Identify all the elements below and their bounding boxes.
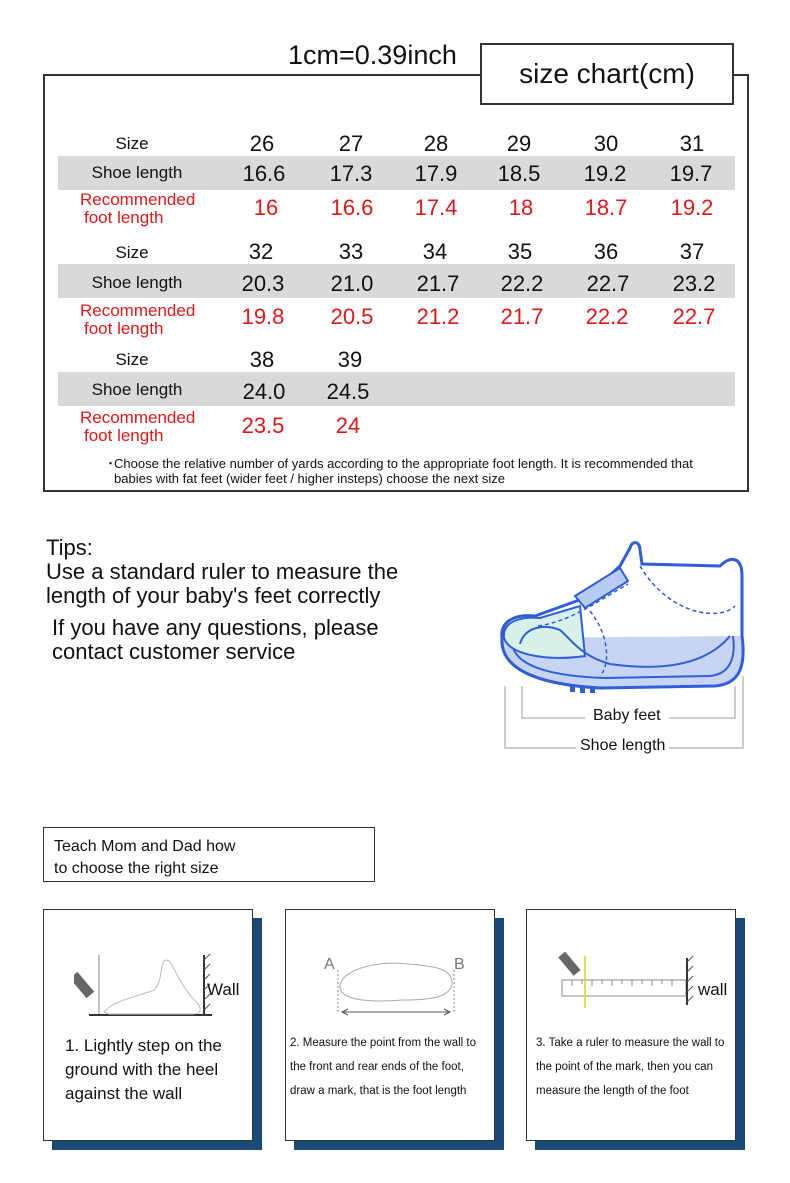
size-row-label: Size [115,134,149,153]
recommended-foot-cell: 22.7 [672,304,716,329]
bullet-mark: ・ [104,456,118,471]
foot-against-wall-icon [74,950,224,1020]
recommended-foot-cell: 17.4 [414,195,458,220]
footprint-measure-icon [328,950,458,1020]
size-cell: 31 [679,131,705,156]
recommended-foot-cell: 23.5 [241,413,285,438]
size-cell: 28 [423,131,449,156]
shoe-length-row-label: Shoe length [91,163,183,182]
shoe-length-cell: 24.5 [326,379,370,404]
size-chart-title: size chart(cm) [480,43,734,105]
recommended-row-label: Recommended foot length [80,301,196,338]
wall-label: Wall [207,980,240,999]
step-2-line-2: the front and rear ends of the foot, [290,1061,464,1073]
recommended-foot-cell: 16.6 [330,195,374,220]
shoe-length-cell: 23.2 [672,271,716,296]
tips-line-4: contact customer service [52,639,296,664]
size-cell: 29 [506,131,532,156]
teach-line-1: Teach Mom and Dad how [54,838,236,855]
step-1-line-3: against the wall [65,1084,183,1103]
recommended-foot-cell: 21.2 [416,304,460,329]
point-b-label: B [454,956,465,973]
baby-feet-label: Baby feet [585,707,669,725]
recommended-foot-cell: 22.2 [585,304,629,329]
size-cell: 26 [249,131,275,156]
size-cell: 36 [593,239,619,264]
unit-conversion-note: 1cm=0.39inch [288,40,457,70]
shoe-length-cell: 24.0 [242,379,286,404]
size-row-label: Size [115,243,149,262]
recommended-foot-cell: 18.7 [584,195,628,220]
recommended-foot-cell: 24 [335,413,361,438]
recommended-foot-cell: 18 [508,195,534,220]
shoe-length-cell: 22.2 [500,271,544,296]
wall-label: wall [698,980,728,999]
recommended-foot-cell: 16 [253,195,279,220]
shoe-length-cell: 18.5 [497,161,541,186]
shoe-length-cell: 21.0 [330,271,374,296]
tips-heading: Tips: [46,535,93,560]
recommended-foot-cell: 19.8 [241,304,285,329]
step-1-line-1: 1. Lightly step on the [65,1036,222,1055]
shoe-length-cell: 17.3 [329,161,373,186]
size-cell: 39 [337,347,363,372]
recommended-foot-cell: 20.5 [330,304,374,329]
recommended-foot-cell: 21.7 [500,304,544,329]
shoe-length-cell: 21.7 [416,271,460,296]
recommended-row-label: Recommended foot length [80,190,196,227]
step-3-line-2: the point of the mark, then you can [536,1061,714,1073]
step-2-line-1: 2. Measure the point from the wall to [290,1037,477,1049]
size-cell: 34 [422,239,448,264]
point-a-label: A [324,956,335,973]
size-cell: 27 [338,131,364,156]
shoe-length-label: Shoe length [576,737,669,755]
size-cell: 38 [249,347,275,372]
size-cell: 37 [679,239,705,264]
shoe-length-cell: 22.7 [586,271,630,296]
shoe-length-row-label: Shoe length [91,273,183,292]
shoe-length-cell: 19.2 [583,161,627,186]
step-1-line-2: ground with the heel [65,1060,219,1079]
tips-line-1: Use a standard ruler to measure the [46,559,399,584]
teach-heading-box [43,827,375,882]
size-cell: 32 [248,239,274,264]
size-row-label: Size [115,350,149,369]
size-chart-note [104,456,744,486]
step-2-line-3: draw a mark, that is the foot length [290,1085,467,1097]
size-cell: 33 [338,239,364,264]
tips-line-2: length of your baby's feet correctly [46,583,381,608]
shoe-length-cell: 17.9 [414,161,458,186]
note-line-2: babies with fat feet (wider feet / higher insteps) choose the next size [114,471,505,486]
note-line-1: Choose the relative number of yards according to the appropriate foot length. It is recommended that [114,456,693,471]
tips-line-3: If you have any questions, please [52,615,379,640]
shoe-length-cell: 16.6 [242,161,286,186]
size-cell: 35 [507,239,533,264]
size-cell: 30 [593,131,619,156]
recommended-row-label: Recommended foot length [80,408,196,445]
shoe-length-cell: 19.7 [669,161,713,186]
step-card-3 [526,909,736,1141]
teach-line-2: to choose the right size [54,860,219,877]
step-3-line-1: 3. Take a ruler to measure the wall to [536,1037,725,1049]
step-card-2 [285,909,495,1141]
shoe-length-cell: 20.3 [241,271,285,296]
step-3-line-3: measure the length of the foot [536,1085,689,1097]
step-card-1 [43,909,253,1141]
recommended-foot-cell: 19.2 [670,195,714,220]
ruler-measure-icon [557,950,697,1010]
shoe-length-row-label: Shoe length [91,380,183,399]
